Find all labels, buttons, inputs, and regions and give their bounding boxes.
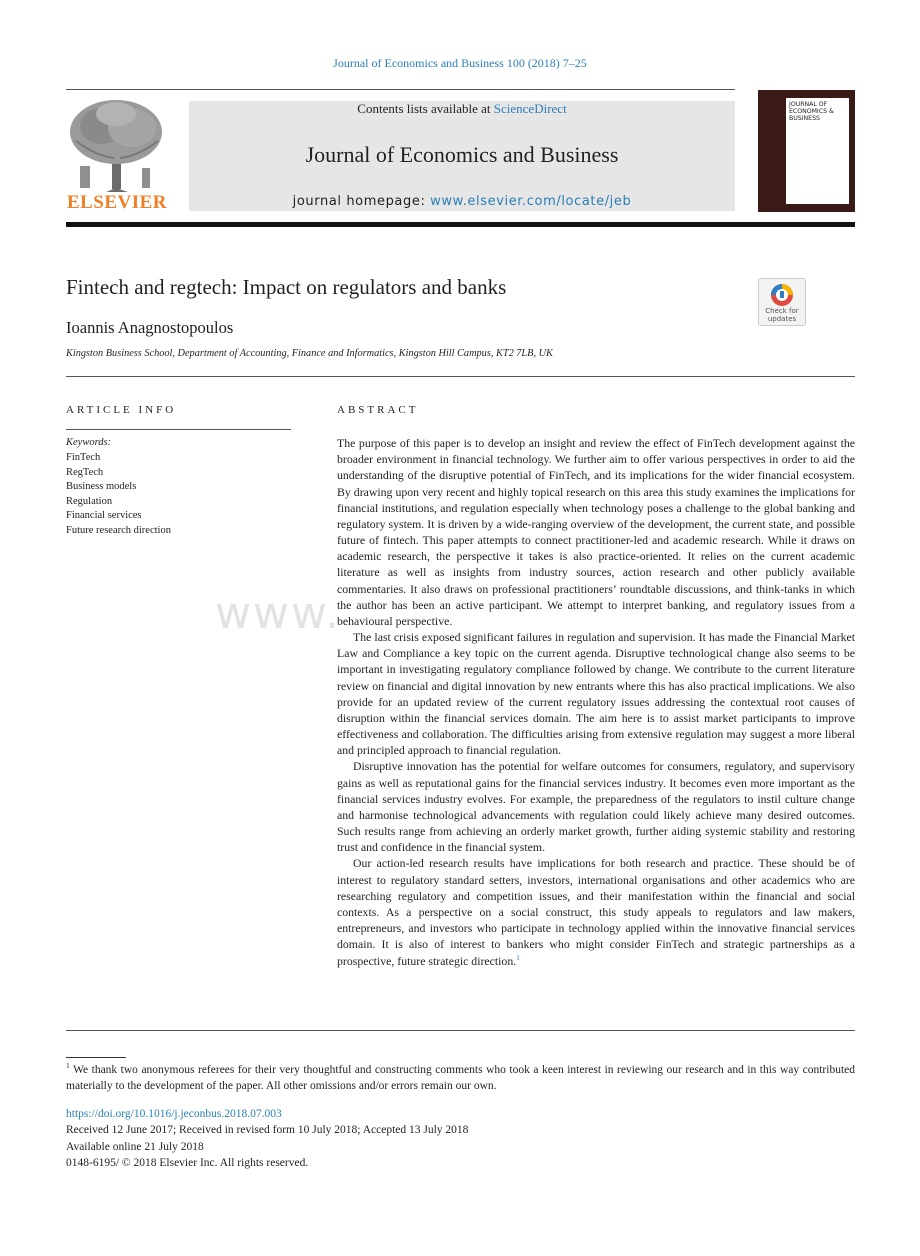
homepage-link[interactable]: www.elsevier.com/locate/jeb — [430, 194, 632, 209]
keyword-item: Financial services — [66, 510, 142, 522]
footnote-text: We thank two anonymous referees for their very thoughtful and constructing comments who took a keen interest in reviewing our research and in this way contributed materially to the development of the paper. All other omissions and/or errors remain our own. — [66, 1064, 855, 1093]
journal-cover-title: JOURNAL OF ECONOMICS & BUSINESS — [789, 101, 834, 122]
sciencedirect-link[interactable]: ScienceDirect — [493, 101, 567, 116]
abstract-paragraph-text: Our action-led research results have implications for both research and practice. These should be of interest to regulatory standard setters, investors, international organisations and other academics who are researching regulatory and competition issues, and their manifestation within the financial and social contexts. As a perspective on a social construct, this study appeals to regulators and law makers, entrepreneurs, and investors who participate in technology applied within the innovative financial services domain. It is also of interest to bankers who might consider FinTech and strategic partnerships as a prospective, future strategic direction. — [337, 856, 855, 968]
header-rule — [66, 222, 855, 227]
available-online: Available online 21 July 2018 — [66, 1140, 204, 1153]
received-dates: Received 12 June 2017; Received in revised form 10 July 2018; Accepted 13 July 2018 — [66, 1124, 469, 1137]
abstract-heading: ABSTRACT — [337, 404, 419, 416]
top-rule — [66, 89, 735, 90]
keyword-item: Future research direction — [66, 524, 171, 536]
journal-reference[interactable]: Journal of Economics and Business 100 (2018) 7–25 — [333, 56, 587, 70]
abstract-paragraph: The purpose of this paper is to develop an insight and review the effect of FinTech development against the broader environment in financial technology. We further aim to offer various perspectives in order to aid the understanding of the disruptive potential of FinTech, and its implications for the wider financial ecosystem. By drawing upon very recent and highly topical research on this area this study examines the implications for financial institutions, and regulation especially when technology poses a challenge to the global banking and regulatory system. It is driven by a wide-ranging overview of the development, the current state, and possible future of fintech. This paper attempts to connect practitioner-led and academic research. While it draws on academic research, the perspective it takes is also practice-oriented. It relies on the current academic literature as well as insights from industry sources, action research and other publicly available commentaries. It also draws on professional practitioners’ roundtable discussions, and think-tanks in which the author has been an active participant. We attempt to interpret banking, and regulatory issues from a behavioural perspective. — [337, 436, 855, 628]
elsevier-logo — [66, 96, 168, 214]
contents-line — [189, 101, 735, 117]
article-title: Fintech and regtech: Impact on regulators and banks — [66, 275, 507, 299]
check-for-updates-label: Check for updates — [765, 307, 799, 323]
journal-homepage — [189, 194, 735, 209]
article-info-heading: ARTICLE INFO — [66, 404, 177, 416]
footnote-rule — [66, 1057, 126, 1058]
keyword-item: Regulation — [66, 495, 113, 507]
footnote-marker: 1 — [66, 1061, 70, 1071]
copyright: 0148-6195/ © 2018 Elsevier Inc. All rights reserved. — [66, 1157, 309, 1170]
contents-prefix: Contents lists available at — [357, 101, 494, 116]
keywords-list — [66, 451, 171, 539]
journal-cover-panel — [786, 98, 849, 204]
abstract-end-rule — [66, 1030, 855, 1031]
abstract-paragraph-last — [337, 855, 855, 968]
author-affiliation: Kingston Business School, Department of Accounting, Finance and Informatics, Kingston Hill Campus, KT2 7LB, UK — [66, 348, 553, 359]
footnote-reference[interactable]: 1 — [516, 953, 520, 962]
article-info-rule — [66, 429, 291, 430]
author-name: Ioannis Anagnostopoulos — [66, 318, 234, 337]
homepage-prefix: journal homepage: — [292, 194, 431, 209]
journal-cover[interactable] — [758, 90, 855, 212]
section-rule — [66, 376, 855, 377]
elsevier-wordmark: ELSEVIER — [66, 192, 168, 213]
check-for-updates-badge[interactable] — [758, 278, 806, 326]
journal-title: Journal of Economics and Business — [305, 142, 619, 167]
keyword-item: FinTech — [66, 452, 101, 463]
keyword-item: Business models — [66, 481, 137, 493]
doi-link[interactable]: https://doi.org/10.1016/j.jeconbus.2018.07.003 — [66, 1108, 282, 1120]
article-history — [66, 1106, 468, 1172]
abstract-paragraph: The last crisis exposed significant failures in regulation and supervision. It has made the Financial Market Law and Compliance a key topic on the current agenda. Disruptive technological change also seems to be important in investigating regulatory compliance followed by change. We contribute to the current literature review on financial and digital innovation by new entrants where this has also practical implications. We also provide for an updated review of the current regulatory issues addressing the contextual root causes of disruption within the financial services domain. The aim here is to assist market participants to improve effectiveness and collaboration. The difficulties arising from extensive regulation may suggest a more liberal and principled approach to financial regulation. — [337, 630, 855, 758]
abstract-paragraph: Disruptive innovation has the potential for welfare outcomes for consumers, regulatory, and supervisory gains as well as reputational gains for the financial services industry. It becomes even more important as the financial services industry evolves. For example, the preparedness of the regulators to instil culture change and harmonise technological advancements with regulation could likely achieve many desired outcomes. Such results range from achieving an orderly market growth, further aiding systemic stability and restoring trust and confidence in the financial system. — [337, 759, 855, 855]
keywords-label: Keywords: — [66, 437, 112, 448]
abstract-body — [337, 435, 855, 969]
footnote — [66, 1062, 855, 1094]
keyword-item: RegTech — [66, 466, 104, 478]
watermark: www. — [215, 588, 341, 639]
